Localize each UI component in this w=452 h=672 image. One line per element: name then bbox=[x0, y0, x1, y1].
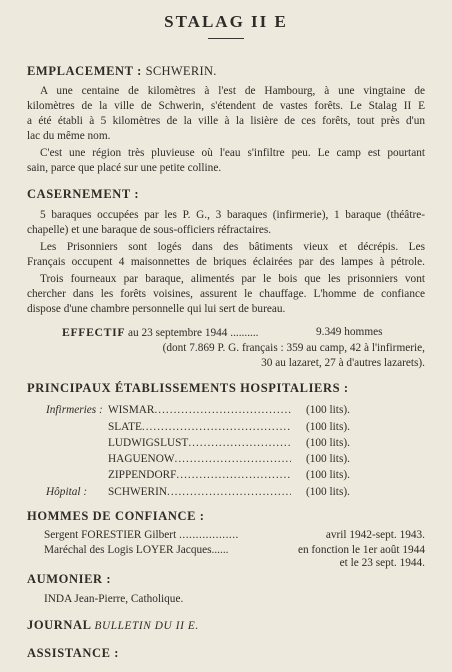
leader-dots: .................. bbox=[179, 529, 239, 541]
hospital-name: LUDWIGSLUST bbox=[108, 437, 189, 449]
section-aumonier-heading: AUMONIER : bbox=[27, 572, 112, 586]
casernement-p2-line1: Les Prisonniers sont logés dans des bâtiments vieux et décrépis. Les bbox=[40, 241, 425, 253]
effectif-detail-line1: (dont 7.869 P. G. français : 359 au camp, 42 à l'infirmerie, bbox=[162, 342, 425, 354]
section-hospitaliers-heading: PRINCIPAUX ÉTABLISSEMENTS HOSPITALIERS : bbox=[27, 381, 349, 395]
effectif-date: au 23 septembre 1944 bbox=[127, 327, 228, 339]
confiance-person1 bbox=[44, 528, 239, 543]
leader-dots bbox=[142, 420, 291, 435]
confiance-person2-name: Maréchal des Logis LOYER Jacques...... bbox=[44, 544, 229, 556]
section-emplacement-heading bbox=[27, 64, 217, 79]
hospital-name: WISMAR bbox=[108, 404, 155, 416]
confiance-person2-dates-line2: et le 23 sept. 1944. bbox=[339, 557, 425, 569]
casernement-p1-line1: 5 baraques occupées par les P. G., 3 baraques (infirmerie), 1 baraque (théâtre- bbox=[40, 209, 425, 221]
hospital-beds: (100 lits). bbox=[306, 469, 350, 481]
casernement-p3-line3: dispose d'une chambre personnelle qui lui sert de bureau. bbox=[27, 303, 286, 315]
emplacement-p1-line3: a été établi à 5 kilomètres de la ville à la lisière de ces forêts, tout près d'un bbox=[27, 115, 425, 127]
hospital-entry-wismar bbox=[108, 403, 291, 418]
journal-label: JOURNAL bbox=[27, 618, 92, 632]
casernement-p3-line2: chercher dans les forêts voisines, assurent le chauffage. L'homme de confiance bbox=[27, 288, 425, 300]
hospital-name: SCHWERIN bbox=[108, 486, 167, 498]
section-assistance-heading: ASSISTANCE : bbox=[27, 646, 120, 660]
journal-value: BULLETIN DU II E. bbox=[94, 620, 199, 632]
infirmeries-label: Infirmeries : bbox=[46, 404, 103, 416]
emplacement-p2-line1: C'est une région très pluvieuse où l'eau s'infiltre peu. Le camp est pourtant bbox=[40, 147, 425, 159]
hospital-beds: (100 lits). bbox=[306, 486, 350, 498]
effectif-detail-line2: 30 au lazaret, 27 à d'autres lazarets). bbox=[261, 357, 425, 369]
emplacement-label: EMPLACEMENT : bbox=[27, 64, 142, 78]
leader-dots bbox=[175, 452, 291, 467]
hopital-label: Hôpital : bbox=[46, 486, 88, 498]
effectif-total: 9.349 hommes bbox=[316, 326, 383, 338]
effectif-label: EFFECTIF bbox=[62, 325, 126, 339]
confiance-person1-name: Sergent FORESTIER Gilbert bbox=[44, 529, 177, 541]
section-casernement-heading: CASERNEMENT : bbox=[27, 187, 140, 201]
leader-dots bbox=[188, 436, 291, 451]
hospital-entry-haguenow bbox=[108, 452, 291, 467]
hospital-name: ZIPPENDORF bbox=[108, 469, 177, 481]
effectif-dots: .......... bbox=[230, 327, 259, 339]
confiance-person2-dates-line1: en fonction le 1er août 1944 bbox=[297, 544, 425, 556]
title-underline bbox=[208, 38, 244, 39]
section-confiance-heading: HOMMES DE CONFIANCE : bbox=[27, 509, 205, 523]
leader-dots bbox=[167, 485, 291, 500]
emplacement-p2-line2: sain, parce que placé sur une petite colline. bbox=[27, 162, 222, 174]
casernement-p3-line1: Trois fourneaux par baraque, alimentés par le bois que les prisonniers vont bbox=[40, 273, 425, 285]
hospital-entry-ludwigslust bbox=[108, 436, 291, 451]
emplacement-p1-line2: kilomètres de la ville de Schwerin, s'étendent de vastes forêts. Le Stalag II E bbox=[27, 100, 425, 112]
hospital-name: HAGUENOW bbox=[108, 453, 175, 465]
page-title: STALAG II E bbox=[164, 12, 288, 31]
hospital-beds: (100 lits). bbox=[306, 453, 350, 465]
casernement-p1-line2: chapelle) et une baraque de sous-officiers réfractaires. bbox=[27, 224, 272, 236]
aumonier-value: INDA Jean-Pierre, Catholique. bbox=[44, 593, 184, 605]
emplacement-value: SCHWERIN. bbox=[145, 64, 217, 78]
confiance-person1-dates: avril 1942-sept. 1943. bbox=[325, 529, 425, 541]
leader-dots bbox=[154, 403, 291, 418]
hospital-name: SLATE bbox=[108, 421, 142, 433]
hospital-beds: (100 lits). bbox=[306, 437, 350, 449]
section-journal bbox=[27, 618, 199, 634]
hospital-entry-slate bbox=[108, 420, 291, 435]
hospital-beds: (100 lits). bbox=[306, 404, 350, 416]
casernement-p2-line2: Français occupent 4 maisonnettes de briques éclairées par des lampes à pétrole. bbox=[27, 256, 425, 268]
hospital-beds: (100 lits). bbox=[306, 421, 350, 433]
emplacement-p1-line4: lac du même nom. bbox=[27, 130, 111, 142]
hospital-entry-zippendorf bbox=[108, 468, 291, 483]
effectif-line bbox=[62, 325, 259, 341]
hospital-entry-schwerin bbox=[108, 485, 291, 500]
leader-dots bbox=[176, 468, 291, 483]
emplacement-p1-line1: A une centaine de kilomètres à l'est de Hambourg, à une vingtaine de bbox=[40, 85, 425, 97]
